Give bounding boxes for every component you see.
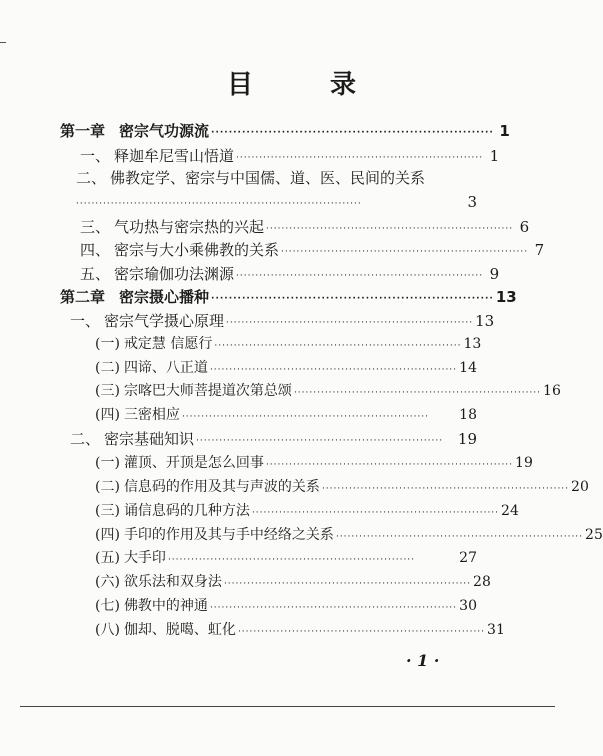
page-title: 目 录	[226, 70, 391, 100]
entry-page: 19	[515, 455, 533, 471]
dot-leader: ································································	[181, 412, 430, 422]
entry-title: 气功热与密宗热的兴起	[114, 218, 265, 236]
entry-page: 27	[459, 550, 477, 566]
dot-leader: ································································	[237, 627, 486, 637]
entry-title: 诵信息码的几种方法	[123, 503, 250, 519]
dot-leader: ································································	[211, 128, 494, 138]
toc-entry[interactable]	[60, 121, 510, 141]
dot-leader: ································································	[209, 603, 458, 613]
entry-title: 四谛、八正道	[123, 360, 208, 376]
entry-page: 28	[473, 574, 491, 590]
bottom-rule	[20, 706, 555, 707]
entry-title: 密宗摄心播种	[119, 288, 210, 306]
entry-number: 三、	[80, 218, 111, 236]
entry-number: 四、	[80, 241, 111, 259]
dot-leader: ································································	[209, 365, 458, 375]
toc-entry[interactable]	[95, 358, 477, 378]
entry-page: 1	[489, 147, 500, 165]
entry-title: 释迦牟尼雪山悟道	[114, 147, 235, 165]
toc-entry[interactable]	[80, 217, 530, 237]
entry-page: 20	[571, 479, 589, 495]
toc-entry[interactable]	[70, 311, 495, 331]
entry-title: 密宗气学摄心原理	[104, 312, 225, 330]
entry-page: 7	[534, 241, 545, 259]
dot-leader: ································································	[226, 318, 474, 328]
entry-title: 密宗与大小乘佛教的关系	[114, 241, 280, 259]
dot-leader: ································································	[167, 555, 416, 565]
dot-leader: ································································	[211, 294, 494, 304]
entry-number: (三)	[95, 383, 120, 399]
dot-leader: ································································	[214, 341, 462, 351]
toc-entry[interactable]	[70, 429, 477, 449]
toc-entry[interactable]	[95, 525, 603, 545]
toc-entry[interactable]	[60, 287, 517, 307]
entry-page: 25	[585, 527, 603, 543]
entry-page: 18	[459, 407, 477, 423]
entry-number: (三)	[95, 503, 120, 519]
entry-number: (六)	[95, 574, 120, 590]
dot-leader: ································································	[196, 436, 444, 446]
entry-page: 1	[499, 122, 510, 140]
dot-leader: ································································	[236, 271, 484, 281]
entry-page: 13	[463, 336, 482, 352]
entry-title: 戒定慧 信愿行	[123, 336, 213, 352]
entry-number: 二、	[76, 169, 107, 187]
toc-entry[interactable]	[95, 548, 477, 568]
entry-title: 大手印	[123, 550, 166, 566]
dot-leader: ································································	[265, 460, 514, 470]
entry-title: 伽却、脱噶、虹化	[123, 622, 236, 638]
entry-number: (二)	[95, 479, 120, 495]
entry-number: 二、	[70, 430, 101, 448]
dot-leader: ································································	[293, 388, 542, 398]
dot-leader: ··········································································	[76, 199, 362, 209]
dot-leader: ································································	[335, 532, 584, 542]
dot-leader: ································································	[251, 508, 500, 518]
toc-entry[interactable]	[80, 146, 500, 166]
entry-title: 三密相应	[123, 407, 180, 423]
entry-number: 第二章	[60, 288, 106, 306]
entry-page: 13	[475, 312, 495, 330]
entry-number: (四)	[95, 407, 120, 423]
toc-entry[interactable]	[95, 501, 519, 521]
entry-page: 6	[519, 218, 530, 236]
toc-entry-continuation[interactable]	[76, 192, 477, 212]
entry-number: (七)	[95, 598, 120, 614]
entry-number: 第一章	[60, 122, 106, 140]
entry-title: 密宗基础知识	[104, 430, 195, 448]
entry-title: 欲乐法和双身法	[123, 574, 222, 590]
entry-page: 9	[489, 265, 500, 283]
entry-page: 16	[543, 383, 561, 399]
toc-entry[interactable]	[95, 477, 589, 497]
toc-entry[interactable]	[95, 334, 482, 354]
entry-page: 19	[457, 430, 477, 448]
dot-leader: ································································	[321, 484, 570, 494]
entry-title: 密宗气功源流	[119, 122, 210, 140]
toc-entry[interactable]	[80, 240, 545, 260]
entry-title: 佛教定学、密宗与中国儒、道、医、民间的关系	[110, 169, 426, 187]
entry-number: 一、	[80, 147, 111, 165]
toc-entry[interactable]	[95, 453, 533, 473]
entry-title: 密宗瑜伽功法渊源	[114, 265, 235, 283]
toc-entry[interactable]	[76, 168, 477, 188]
page-number-footer: · 1 ·	[406, 651, 440, 670]
entry-page: 3	[467, 193, 477, 211]
entry-title: 手印的作用及其与手中经络之关系	[123, 527, 334, 543]
entry-number: (八)	[95, 622, 120, 638]
entry-number: 五、	[80, 265, 111, 283]
dot-leader: ································································	[236, 153, 484, 163]
entry-page: 31	[487, 622, 505, 638]
toc-entry[interactable]	[95, 572, 491, 592]
dot-leader: ································································	[223, 579, 472, 589]
entry-number: (四)	[95, 527, 120, 543]
entry-title: 佛教中的神通	[123, 598, 208, 614]
toc-entry[interactable]	[95, 620, 505, 640]
entry-number: (五)	[95, 550, 120, 566]
entry-number: (一)	[95, 336, 120, 352]
entry-page: 24	[501, 503, 519, 519]
toc-entry[interactable]	[95, 381, 561, 401]
entry-number: (一)	[95, 455, 120, 471]
toc-entry[interactable]	[95, 405, 477, 425]
toc-entry[interactable]	[80, 264, 500, 284]
entry-title: 宗喀巴大师菩提道次第总颂	[123, 383, 292, 399]
toc-entry[interactable]	[95, 596, 477, 616]
entry-title: 灌顶、开顶是怎么回事	[123, 455, 264, 471]
entry-page: 13	[495, 288, 517, 306]
entry-title: 信息码的作用及其与声波的关系	[123, 479, 320, 495]
dot-leader: ································································	[266, 224, 514, 234]
entry-number: 一、	[70, 312, 101, 330]
dot-leader: ································································	[281, 247, 529, 257]
entry-number: (二)	[95, 360, 120, 376]
entry-page: 14	[459, 360, 477, 376]
entry-page: 30	[459, 598, 477, 614]
